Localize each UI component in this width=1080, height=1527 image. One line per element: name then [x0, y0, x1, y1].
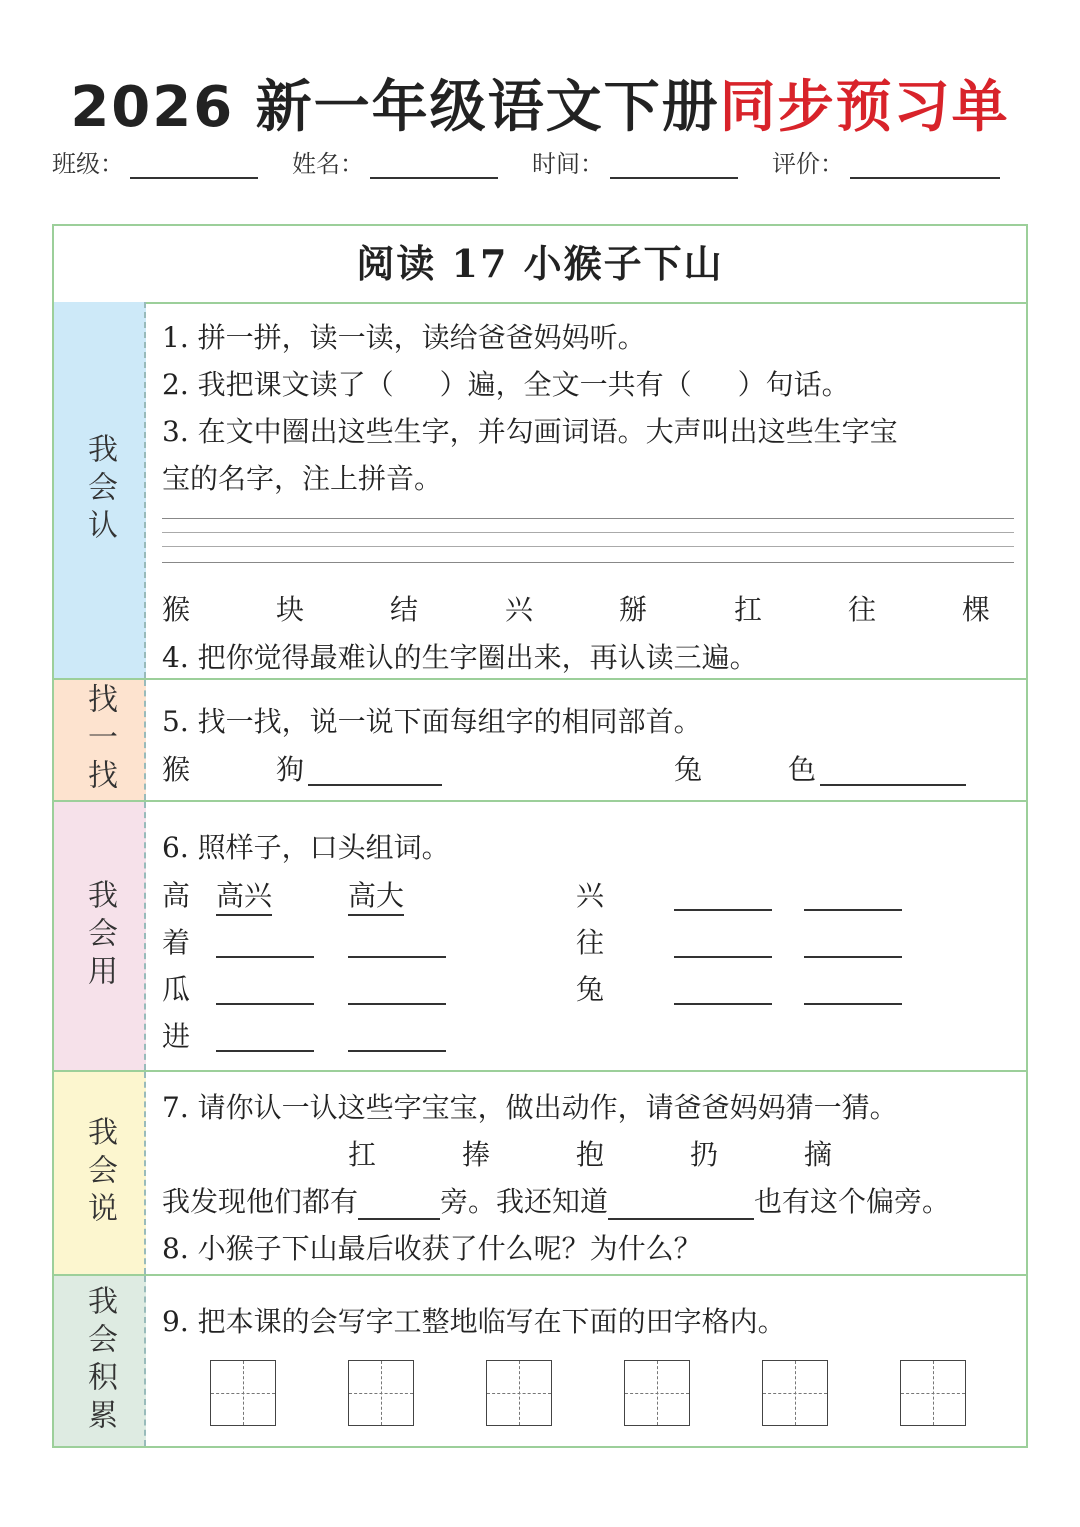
- word-blank[interactable]: [674, 973, 772, 1005]
- char: 进: [162, 1020, 191, 1053]
- section-label: 找一找: [54, 680, 146, 800]
- section-recognize: [54, 302, 1026, 680]
- question-4: 4. 把你觉得最难认的生字圈出来，再认读三遍。: [162, 641, 758, 674]
- char: 结: [390, 593, 419, 626]
- grade-field[interactable]: 评价：: [772, 144, 1000, 179]
- section-label: 我会用: [54, 802, 146, 1070]
- char: 兔: [576, 973, 605, 1006]
- title-main: 2026 新一年级语文下册: [70, 75, 720, 140]
- word-blank[interactable]: [804, 926, 902, 958]
- example-word: 高兴: [216, 874, 272, 916]
- section-label: 我会认: [54, 302, 146, 678]
- question-7: 7. 请你认一认这些字宝宝，做出动作，请爸爸妈妈猜一猜。: [162, 1091, 898, 1124]
- char: 扛: [734, 593, 763, 626]
- lesson-title: 阅读 17 小猴子下山: [54, 226, 1026, 304]
- question-6: 6. 照样子，口头组词。: [162, 831, 450, 864]
- char: 扛: [348, 1138, 377, 1171]
- char: 捧: [462, 1138, 491, 1171]
- char: 猴: [162, 753, 191, 786]
- other-chars-blank[interactable]: [608, 1188, 754, 1220]
- char: 往: [576, 926, 605, 959]
- radical-sentence: 我发现他们都有 旁。我还知道 也有这个偏旁。: [162, 1185, 951, 1218]
- question-5: 5. 找一找，说一说下面每组字的相同部首。: [162, 705, 702, 738]
- char: 兔: [674, 753, 703, 786]
- char: 往: [848, 593, 877, 626]
- word-blank[interactable]: [348, 973, 446, 1005]
- char: 掰: [619, 593, 648, 626]
- radical-blank[interactable]: [358, 1188, 440, 1220]
- char: 块: [276, 593, 305, 626]
- char: 兴: [505, 593, 534, 626]
- question-3-line2: 宝的名字，注上拼音。: [162, 462, 443, 495]
- title-highlight: 同步预习单: [719, 75, 1010, 140]
- section-label: 我会积累: [54, 1276, 146, 1446]
- word-blank[interactable]: [348, 1020, 446, 1052]
- char: 抱: [576, 1138, 605, 1171]
- char: 兴: [576, 879, 605, 912]
- section-accumulate: [54, 1276, 1026, 1446]
- worksheet-title: [0, 72, 1080, 144]
- word-blank[interactable]: [804, 879, 902, 911]
- radical-blank-1[interactable]: [308, 754, 442, 786]
- word-blank[interactable]: [674, 926, 772, 958]
- question-1: 1. 拼一拼，读一读，读给爸爸妈妈听。: [162, 321, 646, 354]
- question-9: 9. 把本课的会写字工整地临写在下面的田字格内。: [162, 1305, 786, 1338]
- char: 摘: [804, 1138, 833, 1171]
- word-blank[interactable]: [804, 973, 902, 1005]
- word-blank[interactable]: [674, 879, 772, 911]
- example-word: 高大: [348, 874, 404, 916]
- name-field[interactable]: 姓名：: [292, 144, 498, 179]
- word-blank[interactable]: [348, 926, 446, 958]
- question-3-line1: 3. 在文中圈出这些生字，并勾画词语。大声叫出这些生字宝: [162, 415, 898, 448]
- student-info-row: [52, 144, 1022, 184]
- word-blank[interactable]: [216, 973, 314, 1005]
- tianzige-box[interactable]: [624, 1360, 690, 1426]
- char: 棵: [962, 593, 991, 626]
- word-blank[interactable]: [216, 926, 314, 958]
- section-speak: [54, 1072, 1026, 1276]
- tianzige-box[interactable]: [486, 1360, 552, 1426]
- char: 色: [788, 753, 817, 786]
- char: 瓜: [162, 973, 191, 1006]
- section-label: 我会说: [54, 1072, 146, 1274]
- question-8: 8. 小猴子下山最后收获了什么呢？为什么？: [162, 1232, 702, 1265]
- char: 猴: [162, 593, 191, 626]
- pinyin-lines[interactable]: [162, 518, 1014, 568]
- tianzige-box[interactable]: [900, 1360, 966, 1426]
- tianzige-box[interactable]: [210, 1360, 276, 1426]
- tianzige-box[interactable]: [762, 1360, 828, 1426]
- char: 狗: [276, 753, 305, 786]
- worksheet-table: [52, 224, 1028, 1448]
- char: 扔: [690, 1138, 719, 1171]
- section-find: [54, 680, 1026, 802]
- tianzige-box[interactable]: [348, 1360, 414, 1426]
- time-field[interactable]: 时间：: [532, 144, 738, 179]
- word-blank[interactable]: [216, 1020, 314, 1052]
- char: 着: [162, 926, 191, 959]
- section-use: [54, 802, 1026, 1072]
- radical-blank-2[interactable]: [820, 754, 966, 786]
- char: 高: [162, 879, 191, 912]
- class-field[interactable]: 班级：: [52, 144, 258, 179]
- question-2: 2. 我把课文读了（ ）遍，全文一共有（ ）句话。: [162, 368, 850, 401]
